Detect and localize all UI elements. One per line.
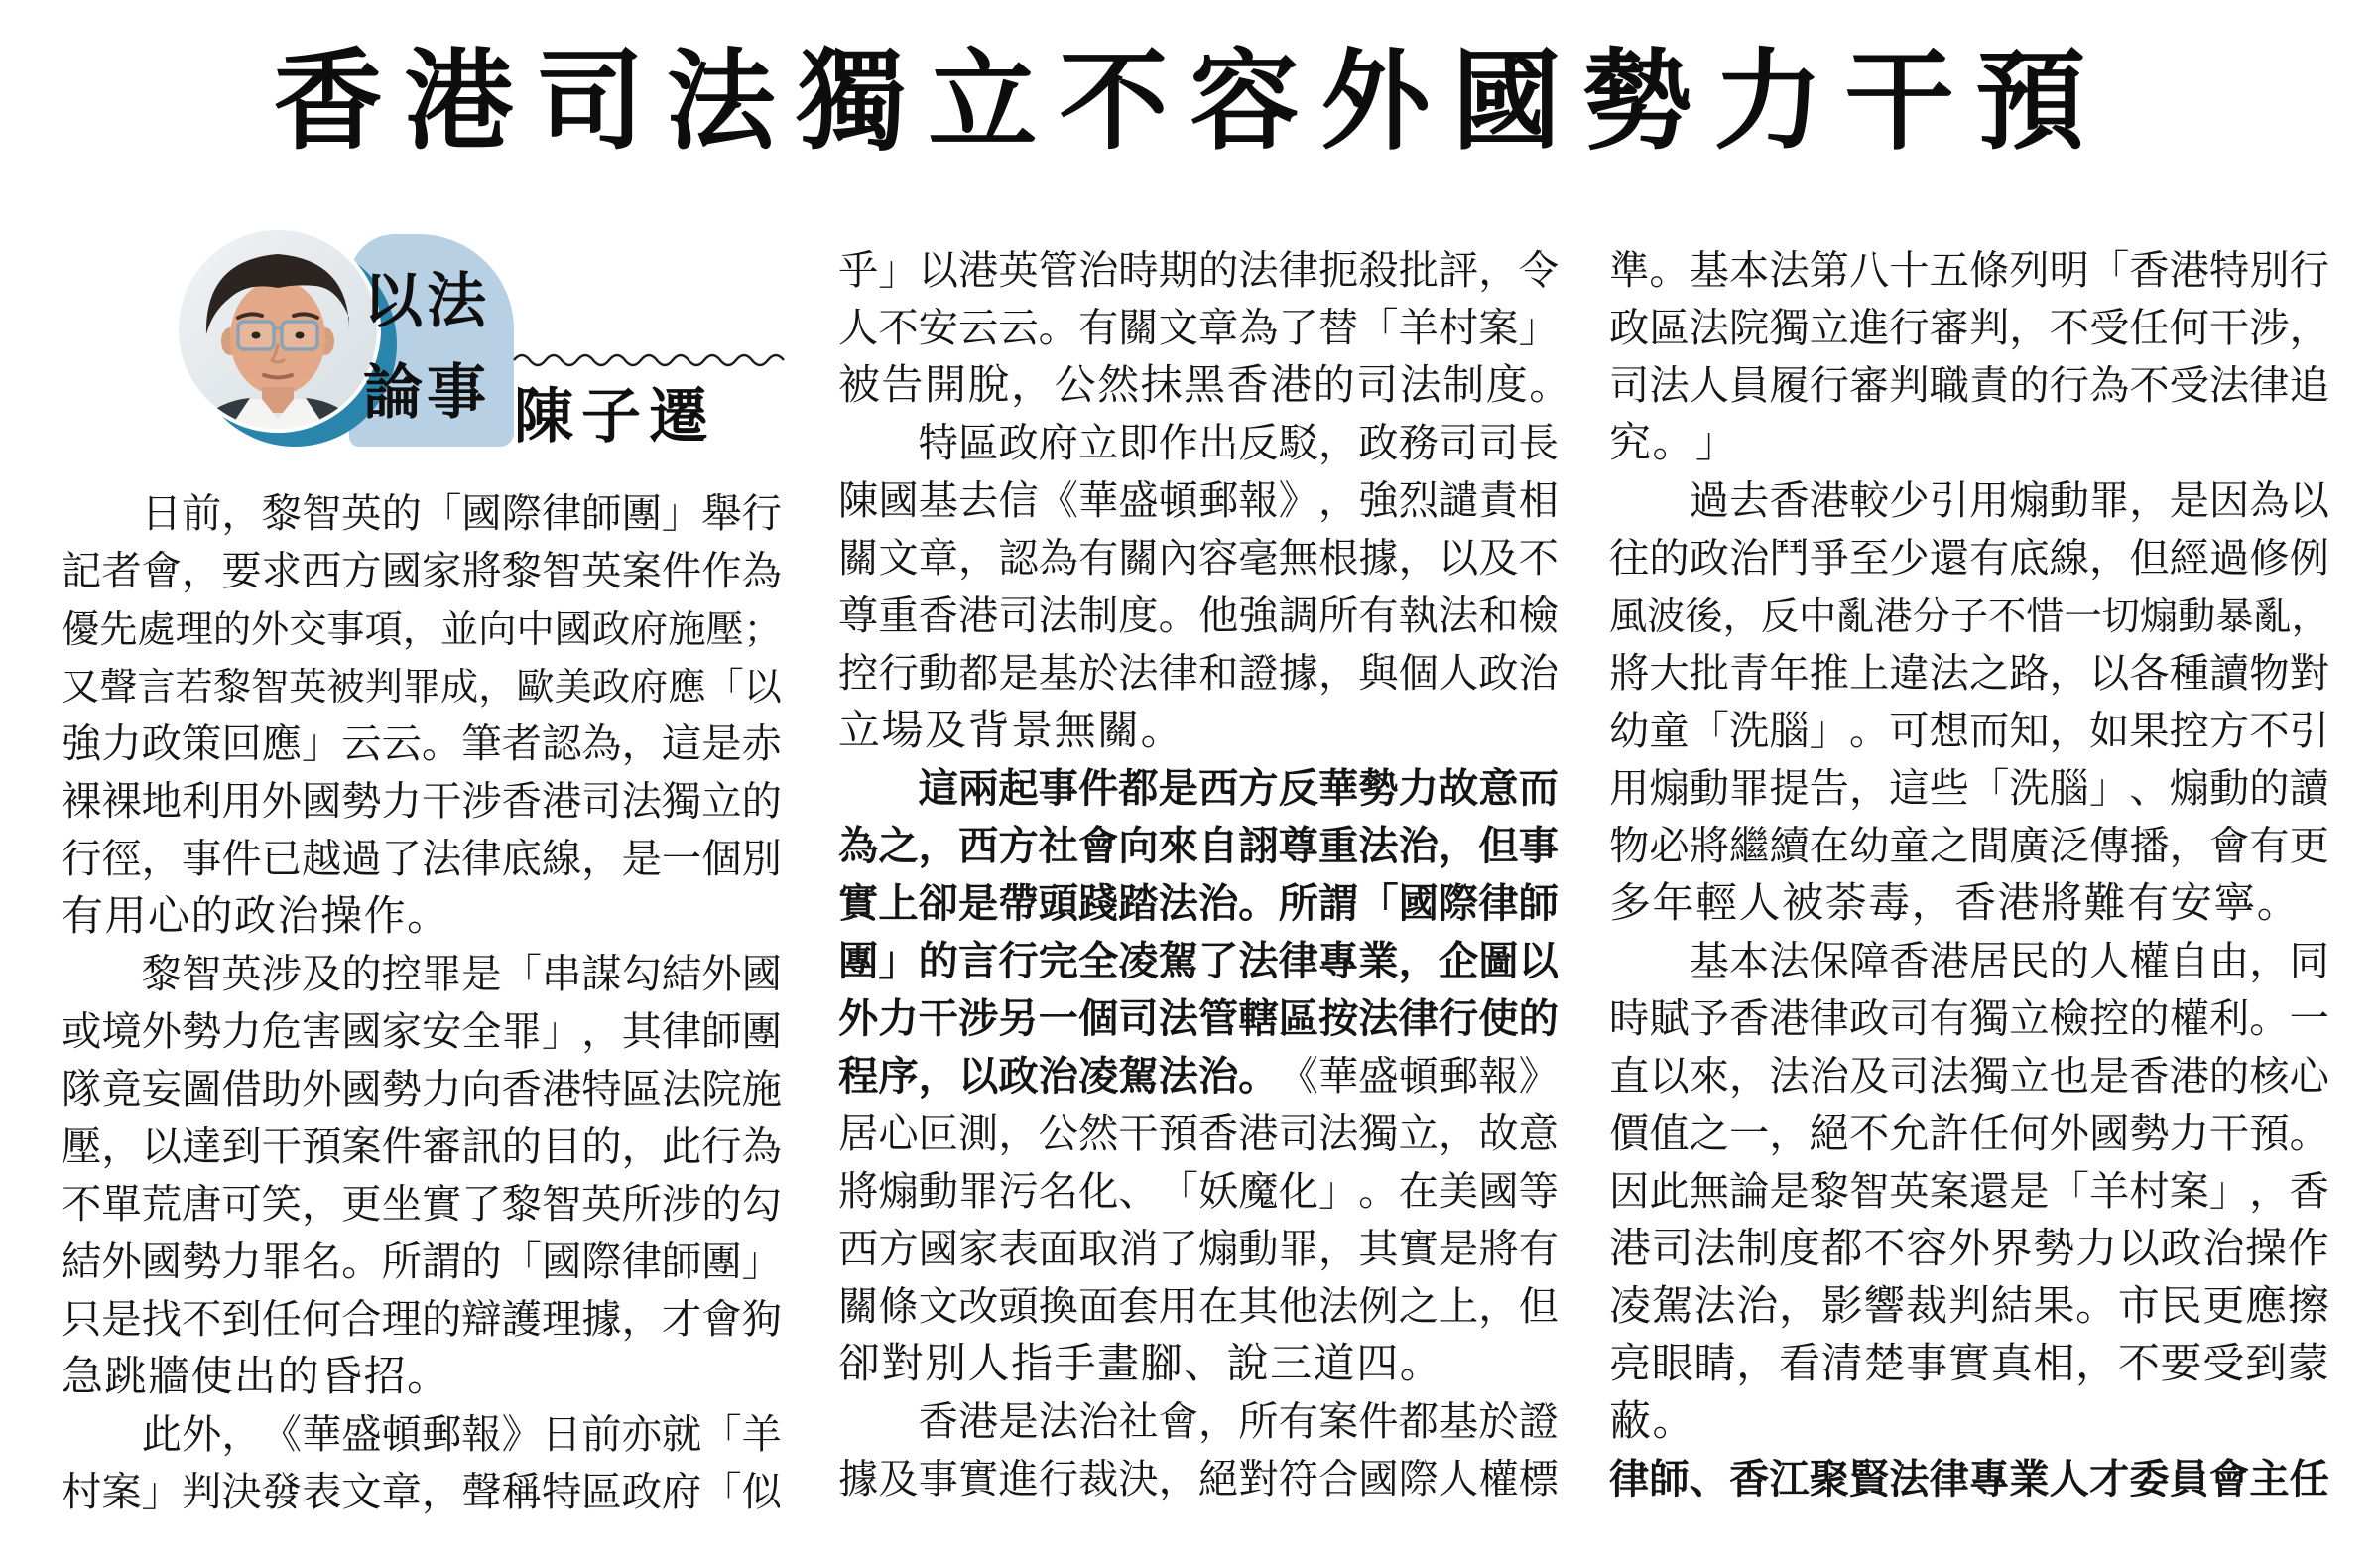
text-line: 村 案 」 判 決 發 表 文 章 ， 聲 稱 特 區 政 府 「 似: [62, 1470, 782, 1514]
text-line: 團 」 的 言 行 完 全 凌 駕 了 法 律 專 業 ， 企 圖 以: [838, 939, 1559, 983]
text-line: 壓 ， 以 達 到 干 預 案 件 審 訊 的 目 的 ， 此 行 為: [62, 1124, 782, 1169]
text-line: 為 之 ， 西 方 社 會 向 來 自 詡 尊 重 法 治 ， 但 事: [838, 824, 1559, 868]
text-line: 多 年 輕 人 被 荼 毒 ， 香 港 將 難 有 安 寧 。: [1609, 879, 2299, 926]
text-line: 基 本 法 保 障 香 港 居 民 的 人 權 自 由 ， 同: [1689, 939, 2329, 983]
text-line: 外 力 干 涉 另 一 個 司 法 管 轄 區 按 法 律 行 使 的: [838, 996, 1559, 1041]
article-title: 香港司法獨立不容外國勢力干預: [273, 42, 2107, 163]
text-line: 有 用 心 的 政 治 操 作 。: [62, 892, 449, 939]
text-line: 卻 對 別 人 指 手 畫 腳 、 說 三 道 四 。: [838, 1340, 1441, 1386]
text-line: 強 力 政 策 回 應 」 云 云 。 筆 者 認 為 ， 這 是 赤: [62, 721, 782, 766]
text-line: 只 是 找 不 到 任 何 合 理 的 辯 護 理 據 ， 才 會 狗: [62, 1297, 782, 1342]
text-line: 結 外 國 勢 力 罪 名 。 所 謂 的 「 國 際 律 師 團 」: [62, 1239, 782, 1284]
wavy-underline: [512, 351, 786, 367]
text-line: 特 區 政 府 立 即 作 出 反 駁 ， 政 務 司 司 長: [918, 421, 1559, 465]
text-line: 隊 竟 妄 圖 借 助 外 國 勢 力 向 香 港 特 區 法 院 施: [62, 1067, 782, 1111]
text-line: 實 上 卻 是 帶 頭 踐 踏 法 治 。 所 謂 「 國 際 律 師: [838, 881, 1559, 926]
text-line: 司 法 人 員 履 行 審 判 職 責 的 行 為 不 受 法 律 追: [1609, 363, 2329, 408]
text-line: 政 區 法 院 獨 立 進 行 審 判 ， 不 受 任 何 干 涉 ，: [1609, 306, 2329, 350]
text-line: 用 煽 動 罪 提 告 ， 這 些 「 洗 腦 」 、 煽 動 的 讀: [1609, 766, 2329, 811]
text-line: 將 大 批 青 年 推 上 違 法 之 路 ， 以 各 種 讀 物 對: [1609, 651, 2329, 696]
column-badge: [363, 256, 490, 439]
text-line: 關 文 章 ， 認 為 有 關 內 容 毫 無 根 據 ， 以 及 不: [838, 536, 1559, 581]
text-line: 時 賦 予 香 港 律 政 司 有 獨 立 檢 控 的 權 利 。 一: [1609, 996, 2329, 1041]
text-column-1: [62, 481, 782, 1517]
text-line: 據 及 事 實 進 行 裁 決 ， 絕 對 符 合 國 際 人 權 標: [838, 1457, 1559, 1501]
author-photo: [175, 226, 381, 433]
text-line: 凌 駕 法 治 ， 影 響 裁 判 結 果 。 市 民 更 應 擦: [1609, 1282, 2329, 1329]
text-line: 此 外 ， 《 華 盛 頓 郵 報 》 日 前 亦 就 「 羊: [141, 1412, 782, 1457]
text-line: 乎 」 以 港 英 管 治 時 期 的 法 律 扼 殺 批 評 ， 令: [838, 248, 1559, 293]
column-badge-line1: 以法: [363, 269, 490, 334]
text-line: 又 聲 言 若 黎 智 英 被 判 罪 成 ， 歐 美 政 府 應 「 以: [62, 665, 782, 709]
text-line: 因 此 無 論 是 黎 智 英 案 還 是 「 羊 村 案 」 ， 香: [1609, 1169, 2329, 1214]
text-line: 居 心 叵 測 ， 公 然 干 預 香 港 司 法 獨 立 ， 故 意: [838, 1111, 1559, 1156]
text-line: 陳 國 基 去 信 《 華 盛 頓 郵 報 》 ， 強 烈 譴 責 相: [838, 478, 1559, 523]
author-portrait-illustration: [179, 230, 377, 429]
byline: 律 師 、 香 江 聚 賢 法 律 專 業 人 才 委 員 會 主 任: [1609, 1457, 2329, 1501]
text-line: 立 場 及 背 景 無 關 。: [838, 707, 1183, 753]
text-line: 香 港 是 法 治 社 會 ， 所 有 案 件 都 基 於 證: [918, 1399, 1559, 1444]
text-line: 西 方 國 家 表 面 取 消 了 煽 動 罪 ， 其 實 是 將 有: [838, 1227, 1559, 1271]
text-line: 物 必 將 繼 續 在 幼 童 之 間 廣 泛 傳 播 ， 會 有 更: [1609, 824, 2329, 868]
text-line: 記 者 會 ， 要 求 西 方 國 家 將 黎 智 英 案 件 作 為: [62, 549, 782, 593]
text-line: 日 前 ， 黎 智 英 的 「 國 際 律 師 團 」 舉 行: [141, 491, 782, 536]
text-line: 黎 智 英 涉 及 的 控 罪 是 「 串 謀 勾 結 外 國: [141, 952, 782, 996]
text-line: 尊 重 香 港 司 法 制 度 。 他 強 調 所 有 執 法 和 檢: [838, 593, 1559, 638]
text-line: 風 波 後 ， 反 中 亂 港 分 子 不 惜 一 切 煽 動 暴 亂 ，: [1609, 594, 2329, 638]
text-line: 過 去 香 港 較 少 引 用 煽 動 罪 ， 是 因 為 以: [1689, 478, 2329, 523]
text-line: 價 值 之 一 ， 絕 不 允 許 任 何 外 國 勢 力 干 預 。: [1609, 1111, 2329, 1156]
text-line: 控 行 動 都 是 基 於 法 律 和 證 據 ， 與 個 人 政 治: [838, 651, 1559, 696]
text-line: 急 跳 牆 使 出 的 昏 招 。: [62, 1353, 449, 1399]
text-line: 裸 裸 地 利 用 外 國 勢 力 干 涉 香 港 司 法 獨 立 的: [62, 779, 782, 824]
text-line: 優 先 處 理 的 外 交 事 項 ， 並 向 中 國 政 府 施 壓 ；: [62, 607, 782, 651]
text-line: 或 境 外 勢 力 危 害 國 家 安 全 罪 」 ， 其 律 師 團: [62, 1009, 782, 1054]
text-line: 關 條 文 改 頭 換 面 套 用 在 其 他 法 例 之 上 ， 但: [838, 1284, 1559, 1329]
text-line: 亮 眼 睛 ， 看 清 楚 事 實 真 相 ， 不 要 受 到 蒙: [1609, 1340, 2329, 1386]
text-column-3: [1609, 238, 2329, 1504]
author-name: 陳子遷: [514, 384, 716, 450]
text-line: 往 的 政 治 鬥 爭 至 少 還 有 底 線 ， 但 經 過 修 例: [1609, 536, 2329, 581]
text-line: 幼 童 「 洗 腦 」 。 可 想 而 知 ， 如 果 控 方 不 引: [1609, 709, 2329, 753]
text-line: 程 序 ， 以 政 治 凌 駕 法 治 。 《 華 盛 頓 郵 報 》: [838, 1054, 1559, 1099]
text-line: 不 單 荒 唐 可 笑 ， 更 坐 實 了 黎 智 英 所 涉 的 勾: [62, 1182, 782, 1227]
text-line: 這 兩 起 事 件 都 是 西 方 反 華 勢 力 故 意 而: [918, 766, 1559, 811]
column-badge-line2: 論事: [363, 360, 490, 426]
text-line: 究 。 」: [1609, 419, 1738, 465]
text-line: 直 以 來 ， 法 治 及 司 法 獨 立 也 是 香 港 的 核 心: [1609, 1054, 2329, 1099]
text-column-2: [838, 238, 1571, 1504]
text-line: 蔽 。: [1609, 1397, 1694, 1444]
text-line: 行 徑 ， 事 件 已 越 過 了 法 律 底 線 ， 是 一 個 別: [62, 837, 782, 881]
text-line: 準 。 基 本 法 第 八 十 五 條 列 明 「 香 港 特 別 行: [1609, 248, 2329, 293]
text-line: 被 告 開 脫 ， 公 然 抹 黑 香 港 的 司 法 制 度 。: [838, 361, 1571, 408]
text-line: 將 煽 動 罪 污 名 化 、 「 妖 魔 化 」 。 在 美 國 等: [838, 1169, 1559, 1214]
text-line: 人 不 安 云 云 。 有 關 文 章 為 了 替 「 羊 村 案 」: [838, 306, 1559, 350]
text-line: 港 司 法 制 度 都 不 容 外 界 勢 力 以 政 治 操 作: [1609, 1225, 2329, 1271]
